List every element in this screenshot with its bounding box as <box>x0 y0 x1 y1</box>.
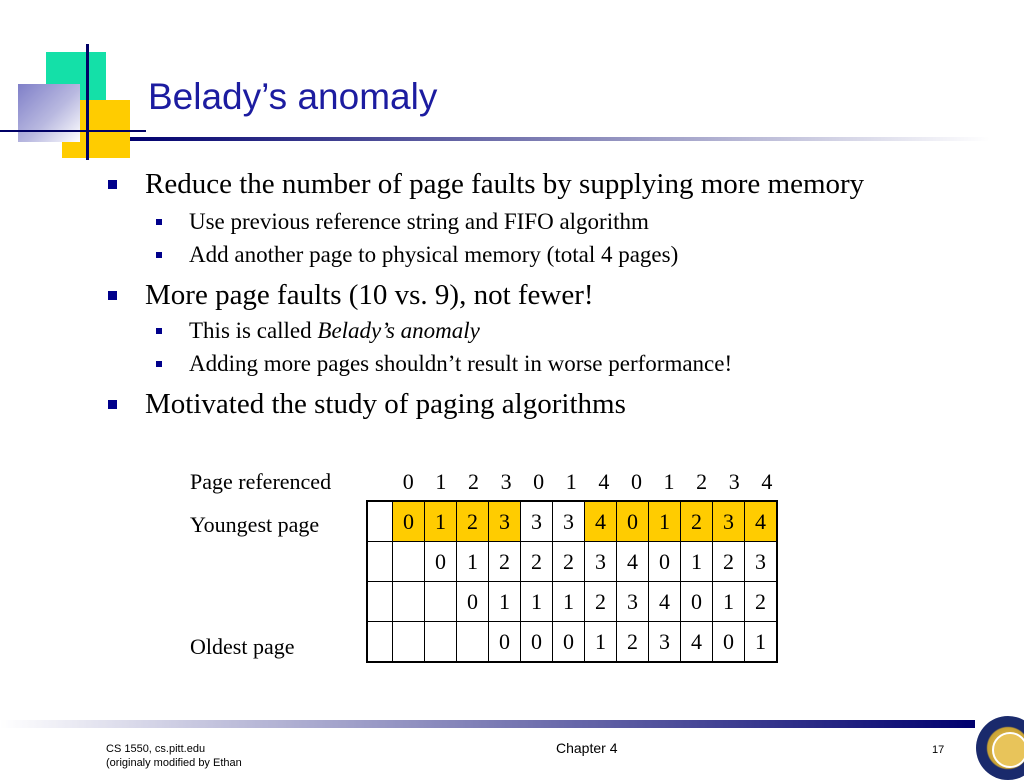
frame-cell <box>457 622 489 663</box>
table-row <box>367 542 777 582</box>
frame-cell <box>425 582 457 622</box>
frame-cell: 3 <box>489 501 521 542</box>
frame-cell: 3 <box>553 501 585 542</box>
sub-bullet-square-icon <box>156 219 162 225</box>
frame-cell: 0 <box>553 622 585 663</box>
reference-value: 0 <box>402 469 414 494</box>
decor-blue-square <box>18 84 80 142</box>
frame-cell: 0 <box>393 501 425 542</box>
bullet-square-icon <box>108 180 117 189</box>
footer-course-info <box>106 742 242 770</box>
frame-cell: 0 <box>457 582 489 622</box>
frame-cell: 1 <box>553 582 585 622</box>
bullet-square-icon <box>108 291 117 300</box>
bullet-reduce-faults <box>108 168 864 201</box>
frame-cell: 2 <box>617 622 649 663</box>
frame-cell <box>425 622 457 663</box>
frame-cell: 0 <box>425 542 457 582</box>
frame-cell: 0 <box>713 622 745 663</box>
footer-bar <box>0 720 975 728</box>
page-frames-table <box>366 500 778 663</box>
frame-cell: 1 <box>489 582 521 622</box>
footer-chapter: Chapter 4 <box>556 740 618 756</box>
reference-value: 1 <box>565 469 577 494</box>
table-row <box>367 582 777 622</box>
frame-cell <box>367 501 393 542</box>
frame-cell: 1 <box>457 542 489 582</box>
sub-bullet-square-icon <box>156 252 162 258</box>
page-number: 17 <box>932 744 945 756</box>
frame-cell: 2 <box>713 542 745 582</box>
frame-cell: 3 <box>617 582 649 622</box>
frame-cell: 0 <box>681 582 713 622</box>
anomaly-term: Belady’s anomaly <box>317 318 480 343</box>
sub-bullet-reference-string <box>156 209 649 235</box>
reference-value: 3 <box>500 469 512 494</box>
table-row <box>367 622 777 663</box>
page-referenced-label: Page referenced <box>190 469 332 494</box>
frame-cell: 1 <box>425 501 457 542</box>
frame-cell <box>393 582 425 622</box>
footer-credit: (originaly modified by Ethan <box>106 757 242 769</box>
university-seal-icon <box>976 716 1024 780</box>
frame-cell <box>367 542 393 582</box>
footer-course: CS 1550, cs.pitt.edu <box>106 743 206 755</box>
table-row <box>367 501 777 542</box>
frame-cell: 1 <box>745 622 778 663</box>
bullet-motivated-study <box>108 388 626 421</box>
reference-value: 4 <box>598 469 610 494</box>
frame-cell: 2 <box>489 542 521 582</box>
frame-cell: 0 <box>649 542 681 582</box>
decor-horizontal-line <box>0 130 146 132</box>
reference-value: 3 <box>728 469 740 494</box>
frame-cell: 4 <box>585 501 617 542</box>
reference-value: 0 <box>533 469 545 494</box>
sub-bullet-text: Use previous reference string and FIFO algorithm <box>189 209 649 234</box>
frame-cell: 2 <box>585 582 617 622</box>
frame-cell <box>393 542 425 582</box>
sub-bullet-worse-performance <box>156 351 732 377</box>
sub-bullet-square-icon <box>156 361 162 367</box>
oldest-page-label: Oldest page <box>190 634 295 659</box>
sub-bullet-square-icon <box>156 328 162 334</box>
frame-cell: 3 <box>585 542 617 582</box>
sub-bullet-add-page <box>156 242 678 268</box>
title-underline <box>130 137 990 141</box>
reference-string <box>392 469 783 495</box>
frame-cell: 2 <box>457 501 489 542</box>
sub-bullet-text: Add another page to physical memory (total 4 pages) <box>189 242 679 267</box>
reference-value: 2 <box>696 469 708 494</box>
sub-bullet-text: This is called Belady’s anomaly <box>189 318 480 343</box>
frame-cell: 4 <box>745 501 778 542</box>
slide-title: Belady’s anomaly <box>148 76 438 117</box>
bullet-square-icon <box>108 400 117 409</box>
reference-value: 0 <box>630 469 642 494</box>
reference-value: 2 <box>467 469 479 494</box>
frame-cell: 3 <box>521 501 553 542</box>
frame-cell <box>367 622 393 663</box>
decor-vertical-line <box>86 44 89 160</box>
reference-value: 4 <box>761 469 773 494</box>
frame-cell: 1 <box>681 542 713 582</box>
reference-value: 1 <box>663 469 675 494</box>
frame-cell: 0 <box>521 622 553 663</box>
frame-cell: 1 <box>649 501 681 542</box>
frame-cell: 4 <box>617 542 649 582</box>
frame-cell: 4 <box>681 622 713 663</box>
sub-bullet-called-anomaly <box>156 318 480 344</box>
frame-cell: 1 <box>521 582 553 622</box>
frame-cell <box>393 622 425 663</box>
bullet-text: More page faults (10 vs. 9), not fewer! <box>145 279 594 311</box>
bullet-text: Reduce the number of page faults by supplying more memory <box>145 168 865 200</box>
frame-cell: 3 <box>649 622 681 663</box>
frame-cell <box>367 582 393 622</box>
frame-cell: 1 <box>585 622 617 663</box>
bullet-more-faults <box>108 279 594 312</box>
frame-cell: 3 <box>745 542 778 582</box>
frame-cell: 2 <box>521 542 553 582</box>
frame-cell: 1 <box>713 582 745 622</box>
frame-cell: 4 <box>649 582 681 622</box>
frame-cell: 2 <box>553 542 585 582</box>
youngest-page-label: Youngest page <box>190 512 320 537</box>
frame-cell: 3 <box>713 501 745 542</box>
reference-value: 1 <box>435 469 447 494</box>
frame-cell: 2 <box>745 582 778 622</box>
frame-cell: 2 <box>681 501 713 542</box>
seal-center <box>992 732 1024 768</box>
frame-cell: 0 <box>617 501 649 542</box>
bullet-text: Motivated the study of paging algorithms <box>145 388 626 420</box>
frame-cell: 0 <box>489 622 521 663</box>
sub-bullet-text: Adding more pages shouldn’t result in worse performance! <box>189 351 733 376</box>
